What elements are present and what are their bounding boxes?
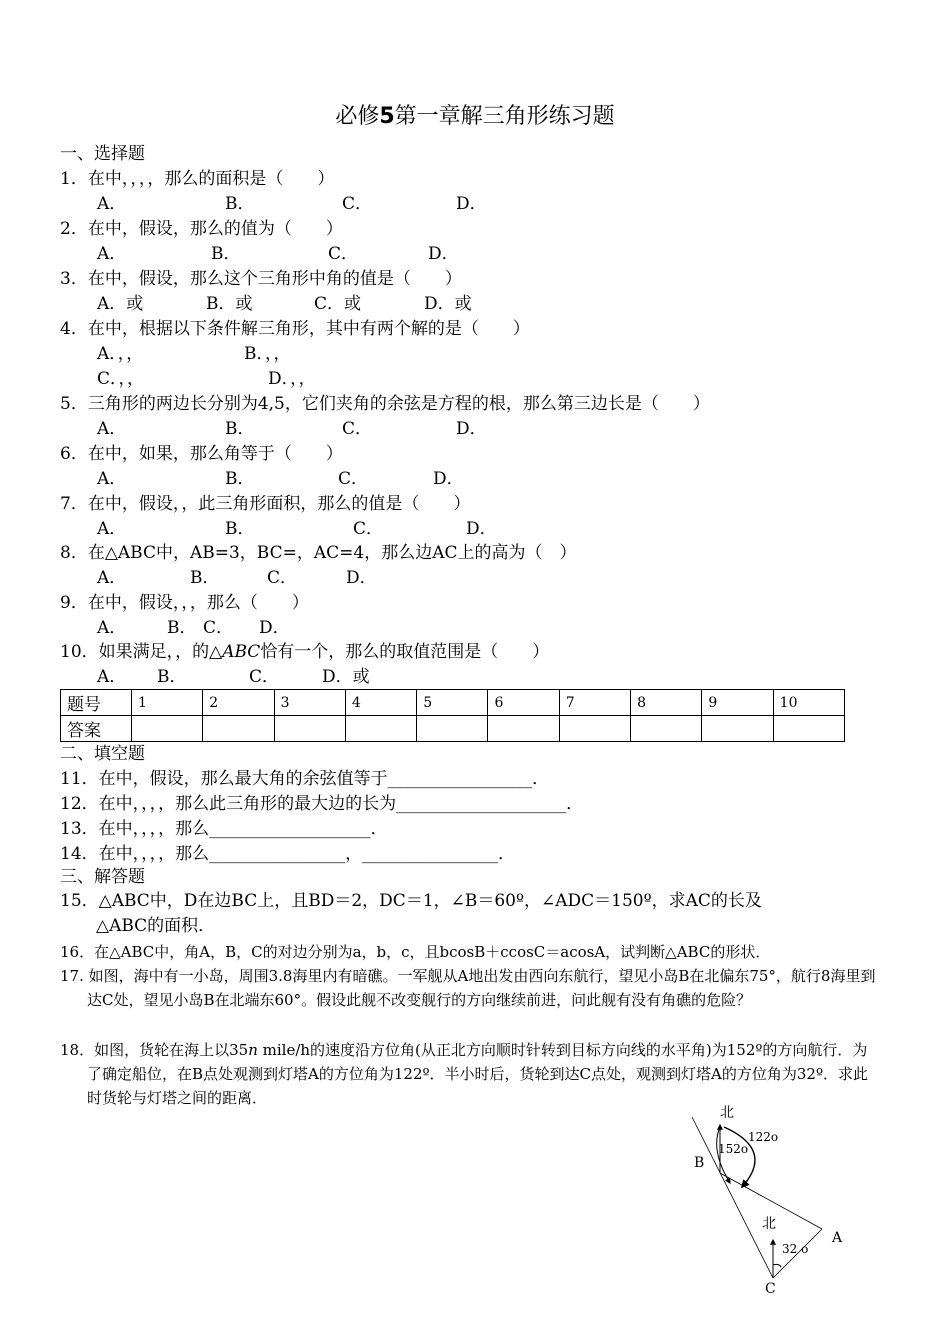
answer-table-number-8: 8 <box>631 690 702 716</box>
answer-table <box>60 689 845 742</box>
label-angle-122: 122o <box>748 1130 779 1144</box>
answer-table-number-2: 2 <box>203 690 274 716</box>
question-9-option-a: A． <box>97 618 127 638</box>
answer-table-header-label: 题号 <box>61 690 132 716</box>
answer-table-answer-row <box>61 716 845 742</box>
question-13: 13．在中，，，，那么___________________． <box>60 819 388 839</box>
question-5-option-d: D． <box>456 419 487 439</box>
question-9-stem: 9．在中，假设，，，那么（ ） <box>60 593 309 613</box>
question-4-option-a: A．，， <box>97 344 144 364</box>
question-16: 16．在△ABC中，角A，B，C的对边分别为a，b，c，且bcosB＋ccosC＝acosA，试判断△ABC的形状． <box>60 943 771 961</box>
question-2-stem: 2．在中，假设，那么的值为（ ） <box>60 219 343 239</box>
label-point-c: C <box>765 1281 776 1297</box>
label-angle-32: 32 o <box>782 1242 809 1256</box>
answer-cell[interactable] <box>702 716 773 742</box>
question-3-option-b: B．或 <box>206 294 253 314</box>
question-2-option-b: B． <box>211 244 241 264</box>
answer-table-number-9: 9 <box>702 690 773 716</box>
question-1-stem: 1．在中，，，，那么的面积是（ ） <box>60 169 335 189</box>
question-17: 17. 如图，海中有一小岛，周围3.8海里内有暗礁。一军舰从A地出发由西向东航行，望见小岛B在北偏东75°，航行8海里到达C处，望见小岛B在北端东60°。假设此舰不改变舰行的方向继续前进，问此舰有没有角礁的危险？ <box>60 967 876 1009</box>
question-9-option-b: B． <box>167 618 197 638</box>
answer-cell[interactable] <box>417 716 488 742</box>
question-11: 11．在中，假设，那么最大角的余弦值等于_________________． <box>60 769 550 789</box>
navigation-diagram <box>680 1095 880 1300</box>
question-1-option-a: A． <box>97 194 127 214</box>
question-7-option-a: A． <box>97 519 127 539</box>
label-north-c: 北 <box>762 1216 776 1232</box>
question-5-stem: 5．三角形的两边长分别为4,5，它们夹角的余弦是方程的根，那么第三边长是（ ） <box>60 394 710 414</box>
label-point-a: A <box>832 1230 843 1246</box>
answer-table-number-6: 6 <box>488 690 559 716</box>
question-6-option-d: D． <box>433 469 464 489</box>
question-9-option-d: D． <box>259 618 290 638</box>
question-1-option-c: C． <box>342 194 373 214</box>
answer-cell[interactable] <box>631 716 702 742</box>
question-15-line-2: △ABC的面积． <box>96 916 216 936</box>
question-8-stem: 8．在△ABC中，AB=3，BC=，AC=4，那么边AC上的高为（ ） <box>60 543 577 563</box>
question-5-option-a: A． <box>97 419 127 439</box>
question-2-option-a: A． <box>97 244 127 264</box>
answer-table-header-row <box>61 690 845 716</box>
question-3-option-a: A．或 <box>97 294 144 314</box>
question-6-option-c: C． <box>338 469 369 489</box>
answer-cell[interactable] <box>488 716 559 742</box>
question-10-option-d: D．或 <box>322 667 370 687</box>
question-4-stem: 4．在中，根据以下条件解三角形，其中有两个解的是（ ） <box>60 319 530 339</box>
question-3-option-d: D．或 <box>424 294 472 314</box>
question-6-option-b: B． <box>225 469 255 489</box>
question-5-option-b: B． <box>225 419 255 439</box>
page-title: 必修5第一章解三角形练习题 <box>335 104 615 129</box>
answer-table-number-10: 10 <box>773 690 844 716</box>
question-7-option-c: C． <box>353 519 384 539</box>
label-angle-152: 152o <box>718 1142 749 1156</box>
answer-cell[interactable] <box>345 716 416 742</box>
angle-arc-32 <box>773 1264 781 1267</box>
question-4-option-b: B．，， <box>244 344 291 364</box>
question-10-stem: 10．如果满足，，的△ABC恰有一个，那么的取值范围是（ ） <box>60 642 550 662</box>
question-6-stem: 6．在中，如果，那么角等于（ ） <box>60 444 343 464</box>
question-1-option-d: D． <box>456 194 487 214</box>
question-10-option-a: A． <box>97 667 127 687</box>
answer-table-number-5: 5 <box>417 690 488 716</box>
answer-table-number-1: 1 <box>132 690 203 716</box>
answer-table-number-7: 7 <box>559 690 630 716</box>
answer-cell[interactable] <box>559 716 630 742</box>
question-7-stem: 7．在中，假设，，此三角形面积，那么的值是（ ） <box>60 494 471 514</box>
answer-cell[interactable] <box>773 716 844 742</box>
section-heading-solve: 三、解答题 <box>60 867 145 887</box>
question-15-line-1: 15．△ABC中，D在边BC上，且BD＝2，DC＝1，∠B＝60º，∠ADC＝150º，求AC的长及 <box>60 891 762 911</box>
question-14: 14．在中，，，，那么________________，________________． <box>60 844 516 864</box>
question-8-option-d: D． <box>346 568 377 588</box>
question-8-option-c: C． <box>267 568 298 588</box>
question-12: 12．在中，，，，那么此三角形的最大边的长为____________________． <box>60 794 584 814</box>
question-1-option-b: B． <box>225 194 255 214</box>
question-7-option-d: D． <box>466 519 497 539</box>
answer-table-number-4: 4 <box>345 690 416 716</box>
question-8-option-b: B． <box>190 568 220 588</box>
label-north-b: 北 <box>720 1105 734 1121</box>
question-4-option-d: D．，， <box>268 369 316 389</box>
question-10-option-c: C． <box>249 667 280 687</box>
question-3-stem: 3．在中，假设，那么这个三角形中角的值是（ ） <box>60 269 462 289</box>
answer-cell[interactable] <box>274 716 345 742</box>
question-10-option-b: B． <box>157 667 187 687</box>
question-5-option-c: C． <box>342 419 373 439</box>
question-8-option-a: A． <box>97 568 127 588</box>
answer-cell[interactable] <box>132 716 203 742</box>
question-18: 18．如图，货轮在海上以35n mile/h的速度沿方位角(从正北方向顺时针转到目标方向线的水平角)为152º的方向航行．为了确定船位，在B点处观测到灯塔A的方位角为122º．半小时后，货轮到达C点处，观测到灯塔A的方位角为32º．求此时货轮与灯塔之间的距离． <box>60 1041 868 1107</box>
question-3-option-c: C．或 <box>314 294 362 314</box>
question-9-option-c: C． <box>203 618 234 638</box>
answer-table-answer-label: 答案 <box>61 716 132 742</box>
question-4-option-c: C．，， <box>97 369 145 389</box>
section-heading-fill: 二、填空题 <box>60 744 145 764</box>
question-7-option-b: B． <box>225 519 255 539</box>
answer-cell[interactable] <box>203 716 274 742</box>
question-6-option-a: A． <box>97 469 127 489</box>
section-heading-choice: 一、选择题 <box>60 144 145 164</box>
label-point-b: B <box>694 1155 705 1171</box>
question-2-option-d: D． <box>428 244 459 264</box>
question-2-option-c: C． <box>328 244 359 264</box>
answer-table-number-3: 3 <box>274 690 345 716</box>
